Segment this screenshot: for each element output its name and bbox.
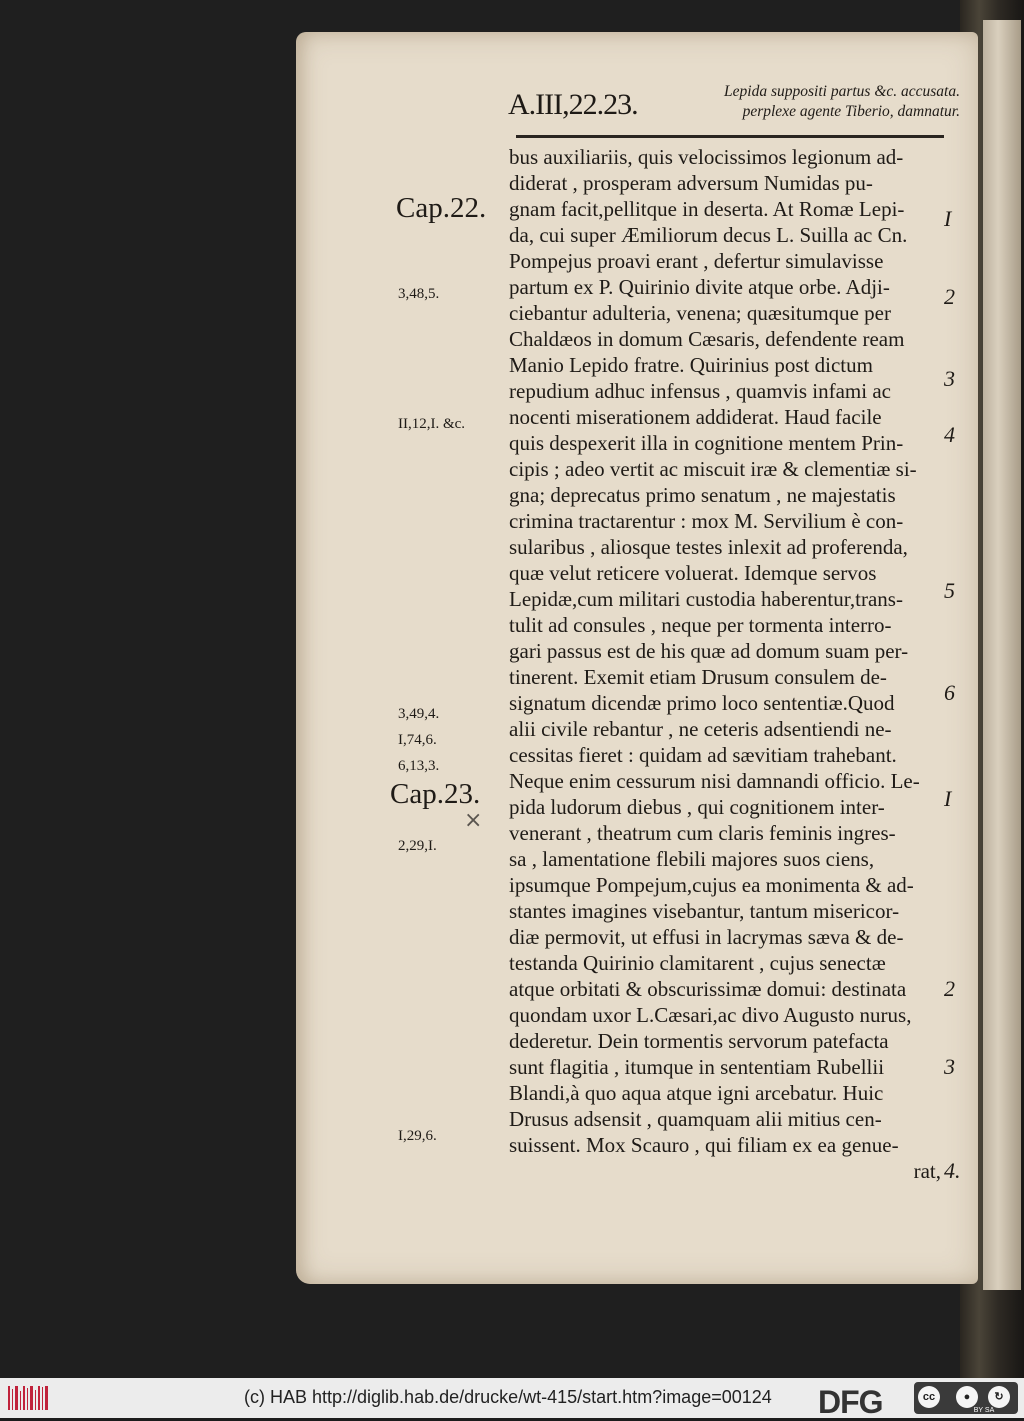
barcode-icon [8, 1386, 48, 1410]
viewer-footer [0, 1378, 1024, 1418]
cc-license-badge[interactable] [914, 1382, 1018, 1414]
license-label: BY SA [973, 1407, 995, 1414]
by-icon: ● [956, 1386, 978, 1408]
running-title-line-2: perplexe agente Tiberio, damnatur. [742, 103, 960, 120]
dfg-logo: DFG [818, 1384, 883, 1420]
text-line: stantes imagines visebantur, tantum misericor- [509, 899, 900, 923]
body-text [509, 144, 941, 1184]
text-line: crimina tractarentur : mox M. Servilium è con- [509, 509, 904, 533]
margin-ref: 2,29,I. [398, 838, 437, 854]
running-title-line-1: Lepida suppositi partus &c. accusata. [724, 83, 960, 100]
margin-chapter-23: Cap.23. [390, 778, 481, 810]
chapter-reference: A.III,22.23. [508, 88, 638, 121]
text-line: gnam facit,pellitque in deserta. At Romæ Lepi- [509, 197, 905, 221]
text-line: testanda Quirinio clamitarent , cujus senectæ [509, 951, 886, 975]
catchword: rat, [913, 1159, 941, 1183]
text-line: ciebantur adulteria, venena; quæsitumque per [509, 301, 891, 325]
cc-icon: cc [918, 1386, 940, 1408]
text-line: Manio Lepido fratre. Quirinius post dictum [509, 353, 873, 377]
text-line: diæ permovit, ut effusi in lacrymas sæva & de- [509, 925, 904, 949]
text-line: sunt flagitia , itumque in sententiam Rubellii [509, 1055, 885, 1079]
text-line: Blandi,à quo aqua atque igni arcebatur. Huic [509, 1081, 884, 1105]
text-line: venerant , theatrum cum claris feminis ingres- [509, 821, 896, 845]
section-number: 2 [944, 284, 955, 309]
text-line: signatum dicendæ primo loco sententiæ.Quod [509, 691, 895, 715]
running-head [508, 80, 958, 140]
margin-ref: 3,49,4. [398, 706, 440, 722]
text-line: quis despexerit illa in cognitione mentem Prin- [509, 431, 904, 455]
margin-ref: II,12,I. &c. [398, 416, 466, 432]
text-line: Neque enim cessurum nisi damnandi officio. Le- [509, 769, 920, 793]
text-line: Drusus adsensit , quamquam alii mitius cen- [509, 1107, 882, 1131]
text-line: atque orbitati & obscurissimæ domui: destinata [509, 977, 907, 1001]
margin-ref: 3,48,5. [398, 286, 440, 302]
text-line: suissent. Mox Scauro , qui filiam ex ea genue- [509, 1133, 899, 1157]
margin-ref: 6,13,3. [398, 758, 440, 774]
text-line: gari passus est de his quæ ad domum suam per- [509, 639, 909, 663]
text-line: repudium adhuc infensus , quamvis infami ac [509, 379, 891, 403]
text-line: sa , lamentatione flebili majores suos ciens, [509, 847, 875, 871]
text-line: quæ velut reticere voluerat. Idemque servos [509, 561, 877, 585]
section-number: I [944, 206, 952, 231]
text-line: alii civile rebantur , ne ceteris adsentiendi ne- [509, 717, 892, 741]
text-line: dederetur. Dein tormentis servorum patefacta [509, 1029, 889, 1053]
pencil-mark: × [464, 808, 483, 833]
text-line: cessitas fieret : quidam ad sævitiam trahebant. [509, 743, 897, 767]
running-title [648, 82, 960, 122]
text-line: quondam uxor L.Cæsari,ac divo Augusto nurus, [509, 1003, 912, 1027]
margin-ref: I,29,6. [398, 1128, 437, 1144]
sa-icon: ↻ [988, 1386, 1010, 1408]
section-number: 5 [944, 578, 955, 603]
section-number: 6 [944, 680, 955, 705]
text-line: Pompejus proavi erant , defertur simulavisse [509, 249, 884, 273]
text-line: ipsumque Pompejum,cujus ea monimenta & ad- [509, 873, 914, 897]
section-number: I [944, 786, 952, 811]
text-line: diderat , prosperam adversum Numidas pu- [509, 171, 873, 195]
text-line: cipis ; adeo vertit ac miscuit iræ & clementiæ si- [509, 457, 917, 481]
text-line: nocenti miserationem addiderat. Haud facile [509, 405, 882, 429]
text-line: pida ludorum diebus , qui cognitionem inter- [509, 795, 885, 819]
margin-chapter-22: Cap.22. [396, 192, 487, 224]
text-line: sularibus , aliosque testes inlexit ad proferenda, [509, 535, 908, 559]
section-number: 4. [944, 1158, 961, 1183]
section-number: 3 [944, 366, 955, 391]
text-line: tinerent. Exemit etiam Drusum consulem de- [509, 665, 887, 689]
text-line: gna; deprecatus primo senatum , ne majestatis [509, 483, 896, 507]
section-number: 3 [944, 1054, 955, 1079]
section-number: 2 [944, 976, 955, 1001]
copyright-link[interactable]: (c) HAB http://diglib.hab.de/drucke/wt-415/start.htm?image=00124 [244, 1387, 772, 1407]
text-line: da, cui super Æmiliorum decus L. Suilla ac Cn. [509, 223, 908, 247]
text-line: Chaldæos in domum Cæsaris, defendente ream [509, 327, 905, 351]
header-rule [516, 135, 944, 138]
text-line: partum ex P. Quirinio divite atque orbe. Adji- [509, 275, 890, 299]
margin-ref: I,74,6. [398, 732, 437, 748]
text-line: Lepidæ,cum militari custodia haberentur,trans- [509, 587, 903, 611]
text-line: bus auxiliariis, quis velocissimos legionum ad- [509, 145, 904, 169]
section-number: 4 [944, 422, 955, 447]
next-page-edge [983, 20, 1021, 1290]
text-line: tulit ad consules , neque per tormenta interro- [509, 613, 892, 637]
